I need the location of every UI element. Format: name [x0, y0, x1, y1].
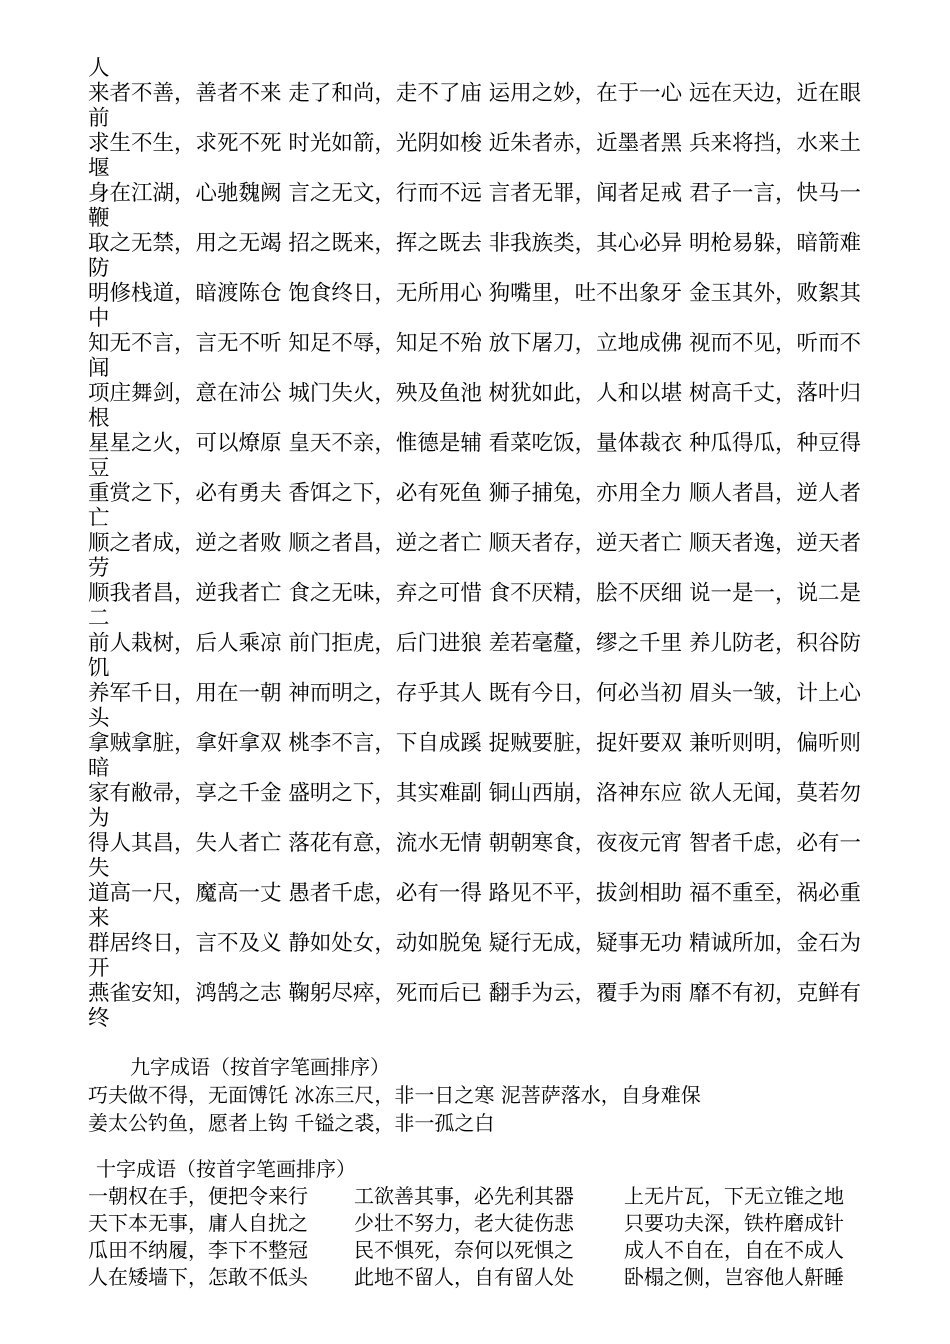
idiom-cell: 卧榻之侧，岂容他人鼾睡 — [624, 1265, 844, 1289]
idiom-cell: 少壮不努力，老大徒伤悲 — [354, 1211, 574, 1235]
idiom-line: 知无不言，言无不听 知足不辱，知足不殆 放下屠刀，立地成佛 视而不见，听而不闻 — [88, 331, 862, 381]
idiom-line: 道高一尺，魔高一丈 愚者千虑，必有一得 路见不平，拔剑相助 福不重至，祸必重来 — [88, 881, 862, 931]
idiom-line: 明修栈道，暗渡陈仓 饱食终日，无所用心 狗嘴里，吐不出象牙 金玉其外，败絮其中 — [88, 281, 862, 331]
idiom-line: 养军千日，用在一朝 神而明之，存乎其人 既有今日，何必当初 眉头一皱，计上心头 — [88, 681, 862, 731]
idiom-line: 得人其昌，失人者亡 落花有意，流水无情 朝朝寒食，夜夜元宵 智者千虑，必有一失 — [88, 831, 862, 881]
idiom-line: 姜太公钓鱼，愿者上钩 千镒之裘，非一孤之白 — [88, 1111, 495, 1135]
idiom-cell: 成人不自在，自在不成人 — [624, 1238, 844, 1262]
idiom-line: 项庄舞剑，意在沛公 城门失火，殃及鱼池 树犹如此，人和以堪 树高千丈，落叶归根 — [88, 381, 862, 431]
idiom-cell: 人在矮墙下，怎敢不低头 — [88, 1265, 308, 1289]
idiom-line: 求生不生，求死不死 时光如箭，光阴如梭 近朱者赤，近墨者黑 兵来将挡，水来土堰 — [88, 131, 862, 181]
eight-char-idiom-list — [88, 56, 868, 1031]
idiom-line: 星星之火，可以燎原 皇天不亲，惟德是辅 看菜吃饭，量体裁衣 种瓜得瓜，种豆得豆 — [88, 431, 862, 481]
idiom-line: 巧夫做不得，无面馎饦 冰冻三尺，非一日之寒 泥菩萨落水，自身难保 — [88, 1083, 701, 1107]
idiom-line: 前人栽树，后人乘凉 前门拒虎，后门进狼 差若毫釐，缪之千里 养儿防老，积谷防饥 — [88, 631, 862, 681]
idiom-line: 重赏之下，必有勇夫 香饵之下，必有死鱼 狮子捕兔，亦用全力 顺人者昌，逆人者亡 — [88, 481, 862, 531]
nine-char-section-heading: 九字成语（按首字笔画排序） — [130, 1055, 390, 1079]
idiom-line: 顺之者成，逆之者败 顺之者昌，逆之者亡 顺天者存，逆天者亡 顺天者逸，逆天者劳 — [88, 531, 862, 581]
idiom-line: 来者不善，善者不来 走了和尚，走不了庙 运用之妙，在于一心 远在天边，近在眼前 — [88, 81, 862, 131]
idiom-cell: 工欲善其事，必先利其器 — [354, 1184, 574, 1208]
idiom-line: 拿贼拿脏，拿奸拿双 桃李不言，下自成蹊 捉贼要脏，捉奸要双 兼听则明，偏听则暗 — [88, 731, 862, 781]
idiom-line: 人 — [88, 56, 110, 81]
idiom-line: 取之无禁，用之无竭 招之既来，挥之既去 非我族类，其心必异 明枪易躲，暗箭难防 — [88, 231, 862, 281]
ten-char-section-heading: 十字成语（按首字笔画排序） — [96, 1157, 356, 1181]
idiom-cell: 天下本无事，庸人自扰之 — [88, 1211, 308, 1235]
idiom-line: 群居终日，言不及义 静如处女，动如脱兔 疑行无成，疑事无功 精诚所加，金石为开 — [88, 931, 862, 981]
idiom-cell: 此地不留人，自有留人处 — [354, 1265, 574, 1289]
idiom-line: 燕雀安知，鸿鹄之志 鞠躬尽瘁，死而后已 翻手为云，覆手为雨 靡不有初，克鲜有终 — [88, 981, 862, 1031]
idiom-cell: 只要功夫深，铁杵磨成针 — [624, 1211, 844, 1235]
nine-char-idiom-list — [88, 1081, 701, 1137]
idiom-cell: 一朝权在手，便把令来行 — [88, 1184, 308, 1208]
idiom-line: 身在江湖，心驰魏阙 言之无文，行而不远 言者无罪，闻者足戒 君子一言，快马一鞭 — [88, 181, 862, 231]
idiom-cell: 上无片瓦，下无立锥之地 — [624, 1184, 844, 1208]
idiom-line: 顺我者昌，逆我者亡 食之无味，弃之可惜 食不厌精，脍不厌细 说一是一，说二是二 — [88, 581, 862, 631]
idiom-cell: 民不惧死，奈何以死惧之 — [354, 1238, 574, 1262]
idiom-line: 家有敝帚，享之千金 盛明之下，其实难副 铜山西崩，洛神东应 欲人无闻，莫若勿为 — [88, 781, 862, 831]
idiom-cell: 瓜田不纳履，李下不整冠 — [88, 1238, 308, 1262]
